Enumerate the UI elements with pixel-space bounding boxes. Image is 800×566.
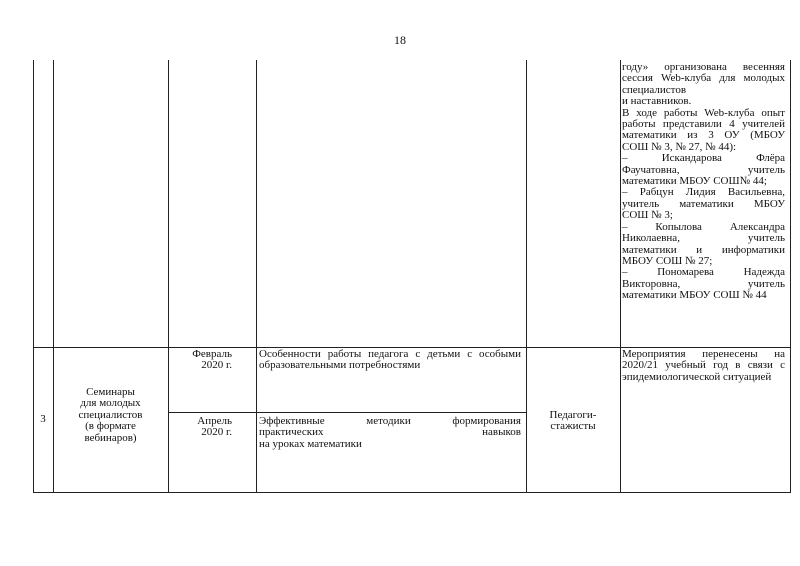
- text-line: сессия Web-клуба для молодых: [622, 72, 785, 85]
- event-name-cell: [53, 387, 168, 444]
- text-line: стажисты: [550, 420, 596, 433]
- text-line: СОШ № 3;: [622, 209, 673, 222]
- text-line: специалистов: [78, 408, 143, 421]
- text-line: математики и информатики: [622, 243, 785, 256]
- text-line: В ходе работы Web-клуба опыт: [622, 106, 785, 119]
- text-line: эпидемиологической ситуацией: [622, 370, 772, 383]
- text-line: специалистов: [622, 83, 687, 96]
- row-number: 3: [40, 413, 46, 425]
- table-border: [256, 60, 257, 493]
- text-line: математики из 3 ОУ (МБОУ: [622, 129, 785, 142]
- table-border: [33, 60, 34, 493]
- topic-cell: [259, 416, 521, 450]
- table-border: [168, 412, 526, 413]
- text-line: – Копылова Александра: [622, 220, 785, 233]
- text-line: Мероприятия перенесены на: [622, 348, 785, 360]
- text-line: – Искандарова Флёра: [622, 152, 785, 165]
- text-line: математики МБОУ СОШ № 44: [622, 289, 767, 302]
- table-border: [33, 492, 791, 493]
- text-line: математики МБОУ СОШ№ 44;: [622, 175, 767, 188]
- audience-cell: [526, 410, 620, 433]
- text-line: вебинаров): [84, 431, 137, 444]
- text-line: Педагоги-: [549, 409, 597, 421]
- text-line: – Рабцун Лидия Васильевна,: [622, 186, 785, 199]
- text-line: Викторовна, учитель: [622, 277, 785, 290]
- table-border: [168, 60, 169, 493]
- text-line: СОШ № 3, № 27, № 44):: [622, 140, 737, 153]
- text-line: Эффективные методики формирования: [259, 415, 521, 427]
- page-number: 18: [394, 33, 406, 47]
- text-line: Февраль: [192, 348, 232, 360]
- text-line: работы представили 4 учителей: [622, 118, 785, 131]
- text-line: (в формате: [85, 420, 136, 433]
- text-line: и наставников.: [622, 95, 692, 108]
- row1-result-cell: [622, 62, 785, 302]
- text-line: Семинары: [86, 386, 135, 398]
- row2-result-cell: [622, 349, 785, 383]
- text-line: 2020/21 учебный год в связи с: [622, 359, 785, 372]
- date-cell: [170, 416, 232, 439]
- text-line: – Пономарева Надежда: [622, 266, 785, 279]
- topic-cell: [259, 349, 521, 372]
- table-border: [790, 60, 791, 493]
- text-line: 2020 г.: [201, 359, 232, 372]
- text-line: 2020 г.: [201, 426, 232, 439]
- text-line: учитель математики МБОУ: [622, 197, 785, 210]
- text-line: Николаевна, учитель: [622, 232, 785, 245]
- text-line: году» организована весенняя: [622, 61, 785, 73]
- text-line: Особенности работы педагога с детьми с особыми: [259, 348, 521, 360]
- text-line: на уроках математики: [259, 437, 362, 450]
- text-line: МБОУ СОШ № 27;: [622, 254, 713, 267]
- table-border: [620, 60, 621, 493]
- text-line: для молодых: [80, 397, 141, 410]
- text-line: Апрель: [197, 415, 232, 427]
- text-line: Фаучатовна, учитель: [622, 163, 785, 176]
- text-line: практических навыков: [259, 426, 521, 439]
- date-cell: [170, 349, 232, 372]
- text-line: образовательными потребностями: [259, 359, 421, 372]
